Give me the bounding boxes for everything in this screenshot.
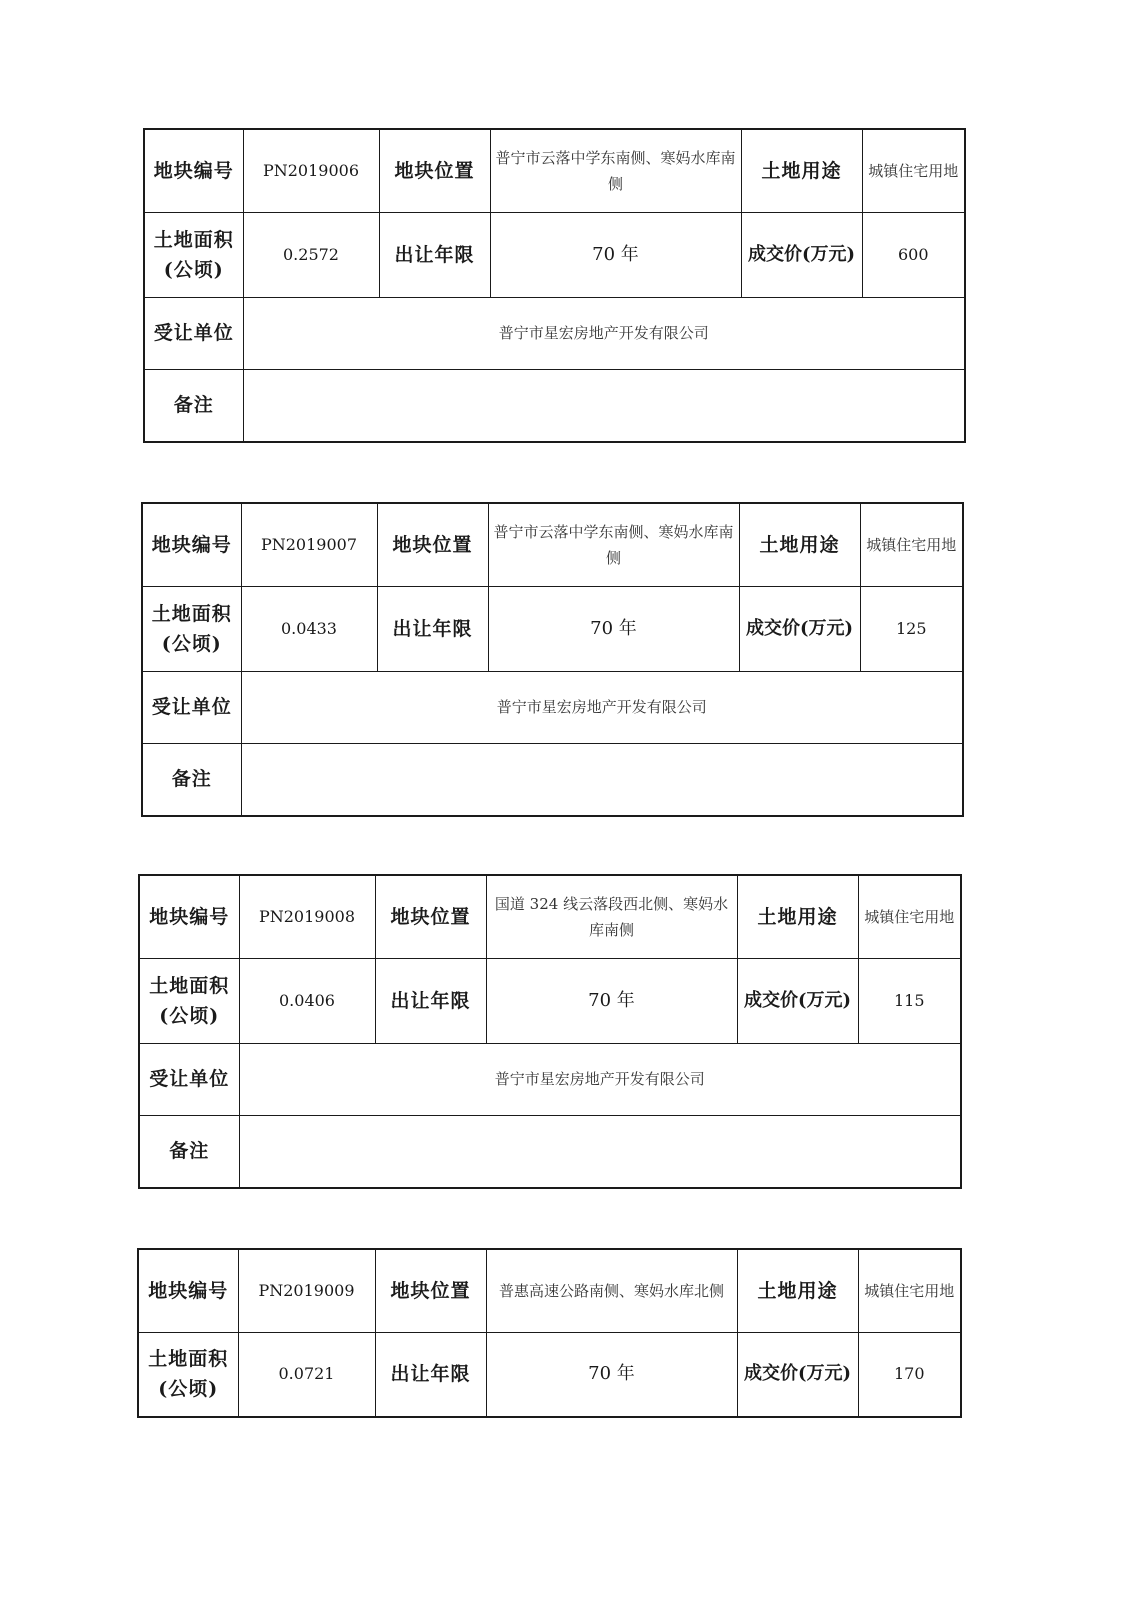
area-label bbox=[142, 586, 241, 671]
area-value: 0.0406 bbox=[239, 958, 375, 1043]
land-use-label: 土地用途 bbox=[741, 129, 862, 212]
area-unit-text: (公顷) bbox=[159, 1004, 220, 1027]
location-label: 地块位置 bbox=[375, 1249, 486, 1332]
grantee-label: 受让单位 bbox=[139, 1043, 239, 1115]
parcel-table-pn2019009 bbox=[137, 1248, 962, 1418]
price-value: 125 bbox=[860, 586, 963, 671]
price-value: 115 bbox=[858, 958, 961, 1043]
parcel-no-value: PN2019009 bbox=[238, 1249, 375, 1332]
land-use-value: 城镇住宅用地 bbox=[858, 875, 961, 958]
table-row bbox=[142, 743, 963, 816]
parcel-no-label: 地块编号 bbox=[142, 503, 241, 586]
remarks-label: 备注 bbox=[144, 369, 243, 442]
location-value: 普宁市云落中学东南侧、寒妈水库南侧 bbox=[488, 503, 739, 586]
table-row bbox=[144, 297, 965, 369]
table-row bbox=[139, 958, 961, 1043]
land-use-value: 城镇住宅用地 bbox=[860, 503, 963, 586]
parcel-no-label: 地块编号 bbox=[138, 1249, 238, 1332]
area-value: 0.2572 bbox=[243, 212, 379, 297]
term-label: 出让年限 bbox=[377, 586, 488, 671]
grantee-value: 普宁市星宏房地产开发有限公司 bbox=[239, 1043, 961, 1115]
table-row bbox=[138, 1332, 961, 1417]
term-value: 70 年 bbox=[486, 958, 737, 1043]
term-label: 出让年限 bbox=[379, 212, 490, 297]
land-use-label: 土地用途 bbox=[737, 1249, 858, 1332]
location-value: 普惠高速公路南侧、寒妈水库北侧 bbox=[486, 1249, 737, 1332]
area-label-text: 土地面积 bbox=[153, 228, 234, 251]
price-label: 成交价(万元) bbox=[737, 958, 858, 1043]
term-label: 出让年限 bbox=[375, 958, 486, 1043]
location-value: 国道 324 线云落段西北侧、寒妈水库南侧 bbox=[486, 875, 737, 958]
table-row bbox=[142, 503, 963, 586]
parcel-no-value: PN2019007 bbox=[241, 503, 377, 586]
remarks-value bbox=[241, 743, 963, 816]
term-value: 70 年 bbox=[488, 586, 739, 671]
area-unit-text: (公顷) bbox=[161, 632, 222, 655]
parcel-table-pn2019007 bbox=[141, 502, 964, 817]
parcel-no-value: PN2019006 bbox=[243, 129, 379, 212]
table-row bbox=[142, 671, 963, 743]
term-value: 70 年 bbox=[486, 1332, 737, 1417]
land-use-value: 城镇住宅用地 bbox=[862, 129, 965, 212]
area-value: 0.0721 bbox=[238, 1332, 375, 1417]
area-label bbox=[138, 1332, 238, 1417]
price-label: 成交价(万元) bbox=[737, 1332, 858, 1417]
price-label: 成交价(万元) bbox=[739, 586, 860, 671]
parcel-table-pn2019006 bbox=[143, 128, 966, 443]
area-label bbox=[139, 958, 239, 1043]
parcel-no-label: 地块编号 bbox=[144, 129, 243, 212]
price-value: 170 bbox=[858, 1332, 961, 1417]
table-row bbox=[144, 212, 965, 297]
grantee-label: 受让单位 bbox=[144, 297, 243, 369]
location-label: 地块位置 bbox=[375, 875, 486, 958]
grantee-value: 普宁市星宏房地产开发有限公司 bbox=[243, 297, 965, 369]
table-row bbox=[139, 1043, 961, 1115]
term-label: 出让年限 bbox=[375, 1332, 486, 1417]
area-label-text: 土地面积 bbox=[151, 602, 232, 625]
area-label bbox=[144, 212, 243, 297]
location-value: 普宁市云落中学东南侧、寒妈水库南侧 bbox=[490, 129, 741, 212]
remarks-value bbox=[239, 1115, 961, 1188]
remarks-value bbox=[243, 369, 965, 442]
area-label-text: 土地面积 bbox=[148, 1348, 229, 1371]
land-use-label: 土地用途 bbox=[737, 875, 858, 958]
remarks-label: 备注 bbox=[139, 1115, 239, 1188]
area-label-text: 土地面积 bbox=[149, 974, 230, 997]
land-use-label: 土地用途 bbox=[739, 503, 860, 586]
land-use-value: 城镇住宅用地 bbox=[858, 1249, 961, 1332]
price-value: 600 bbox=[862, 212, 965, 297]
location-label: 地块位置 bbox=[377, 503, 488, 586]
term-value: 70 年 bbox=[490, 212, 741, 297]
table-row bbox=[144, 129, 965, 212]
table-row bbox=[144, 369, 965, 442]
remarks-label: 备注 bbox=[142, 743, 241, 816]
grantee-label: 受让单位 bbox=[142, 671, 241, 743]
table-row bbox=[142, 586, 963, 671]
area-value: 0.0433 bbox=[241, 586, 377, 671]
parcel-no-label: 地块编号 bbox=[139, 875, 239, 958]
parcel-no-value: PN2019008 bbox=[239, 875, 375, 958]
table-row bbox=[139, 1115, 961, 1188]
area-unit-text: (公顷) bbox=[163, 258, 224, 281]
grantee-value: 普宁市星宏房地产开发有限公司 bbox=[241, 671, 963, 743]
table-row bbox=[138, 1249, 961, 1332]
location-label: 地块位置 bbox=[379, 129, 490, 212]
area-unit-text: (公顷) bbox=[158, 1378, 219, 1401]
parcel-table-pn2019008 bbox=[138, 874, 962, 1189]
table-row bbox=[139, 875, 961, 958]
price-label: 成交价(万元) bbox=[741, 212, 862, 297]
